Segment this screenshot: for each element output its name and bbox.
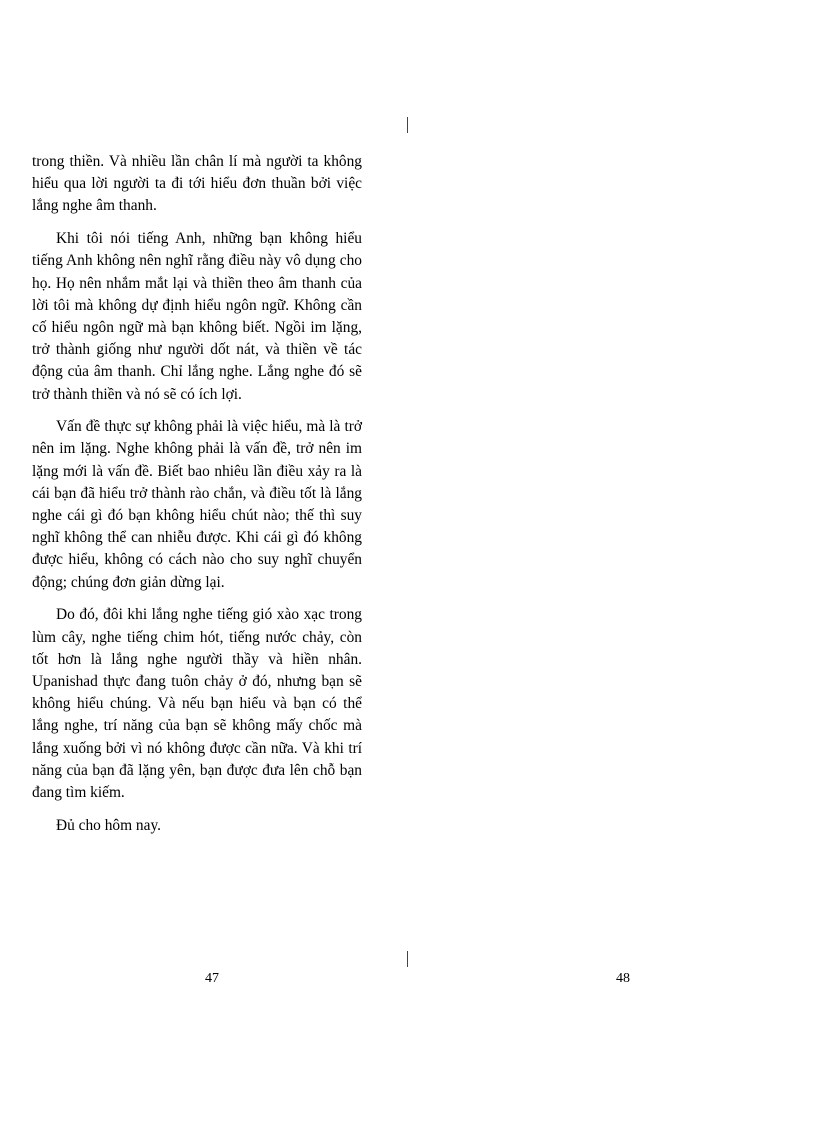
paragraph-1: trong thiền. Và nhiều lần chân lí mà người ta không hiểu qua lời người ta đi tới hiểu đơn thuần bởi việc lắng nghe âm thanh.	[32, 153, 362, 215]
paragraph-2: Khi tôi nói tiếng Anh, những bạn không hiểu tiếng Anh không nên nghĩ rằng điều này vô dụng cho họ. Họ nên nhắm mắt lại và thiền theo âm thanh của lời tôi mà không dự định hiểu ngôn ngữ. Không cần cố hiểu ngôn ngữ mà bạn không biết. Ngồi im lặng, trở thành giống như người dốt nát, và thiền về tác động của âm thanh. Chỉ lắng nghe. Lắng nghe đó sẽ trở thành thiền và nó sẽ có ích lợi.	[32, 230, 362, 403]
left-page-number: 47	[205, 971, 219, 986]
left-page-body	[32, 151, 362, 847]
paragraph-3: Vấn đề thực sự không phải là việc hiểu, mà là trở nên im lặng. Nghe không phải là vấn đề, trở nên im lặng mới là vấn đề. Biết bao nhiêu lần điều xảy ra là cái bạn đã hiểu trở thành rào chắn, và điều tốt là lắng nghe cái gì đó bạn không hiểu chút nào; thế thì suy nghĩ không thể can nhiễu được. Khi cái gì đó không được hiểu, không có cách nào cho suy nghĩ chuyển động; chúng đơn giản dừng lại.	[32, 418, 362, 591]
paragraph-5: Đủ cho hôm nay.	[56, 816, 162, 834]
paragraph-4: Do đó, đôi khi lắng nghe tiếng gió xào xạc trong lùm cây, nghe tiếng chim hót, tiếng nước chảy, còn tốt hơn là lắng nghe người thầy và hiền nhân. Upanishad thực đang tuôn chảy ở đó, nhưng bạn sẽ không hiểu chúng. Và nếu bạn hiểu và bạn có thể lắng nghe, trí năng của bạn sẽ không mấy chốc mà lắng xuống bởi vì nó không được cần nữa. Và khi trí năng của bạn đã lặng yên, bạn được đưa lên chỗ bạn đang tìm kiếm.	[32, 606, 362, 801]
right-page-number: 48	[616, 971, 630, 986]
page-fold-mark-top	[407, 117, 408, 133]
page-fold-mark-bottom	[407, 951, 408, 967]
